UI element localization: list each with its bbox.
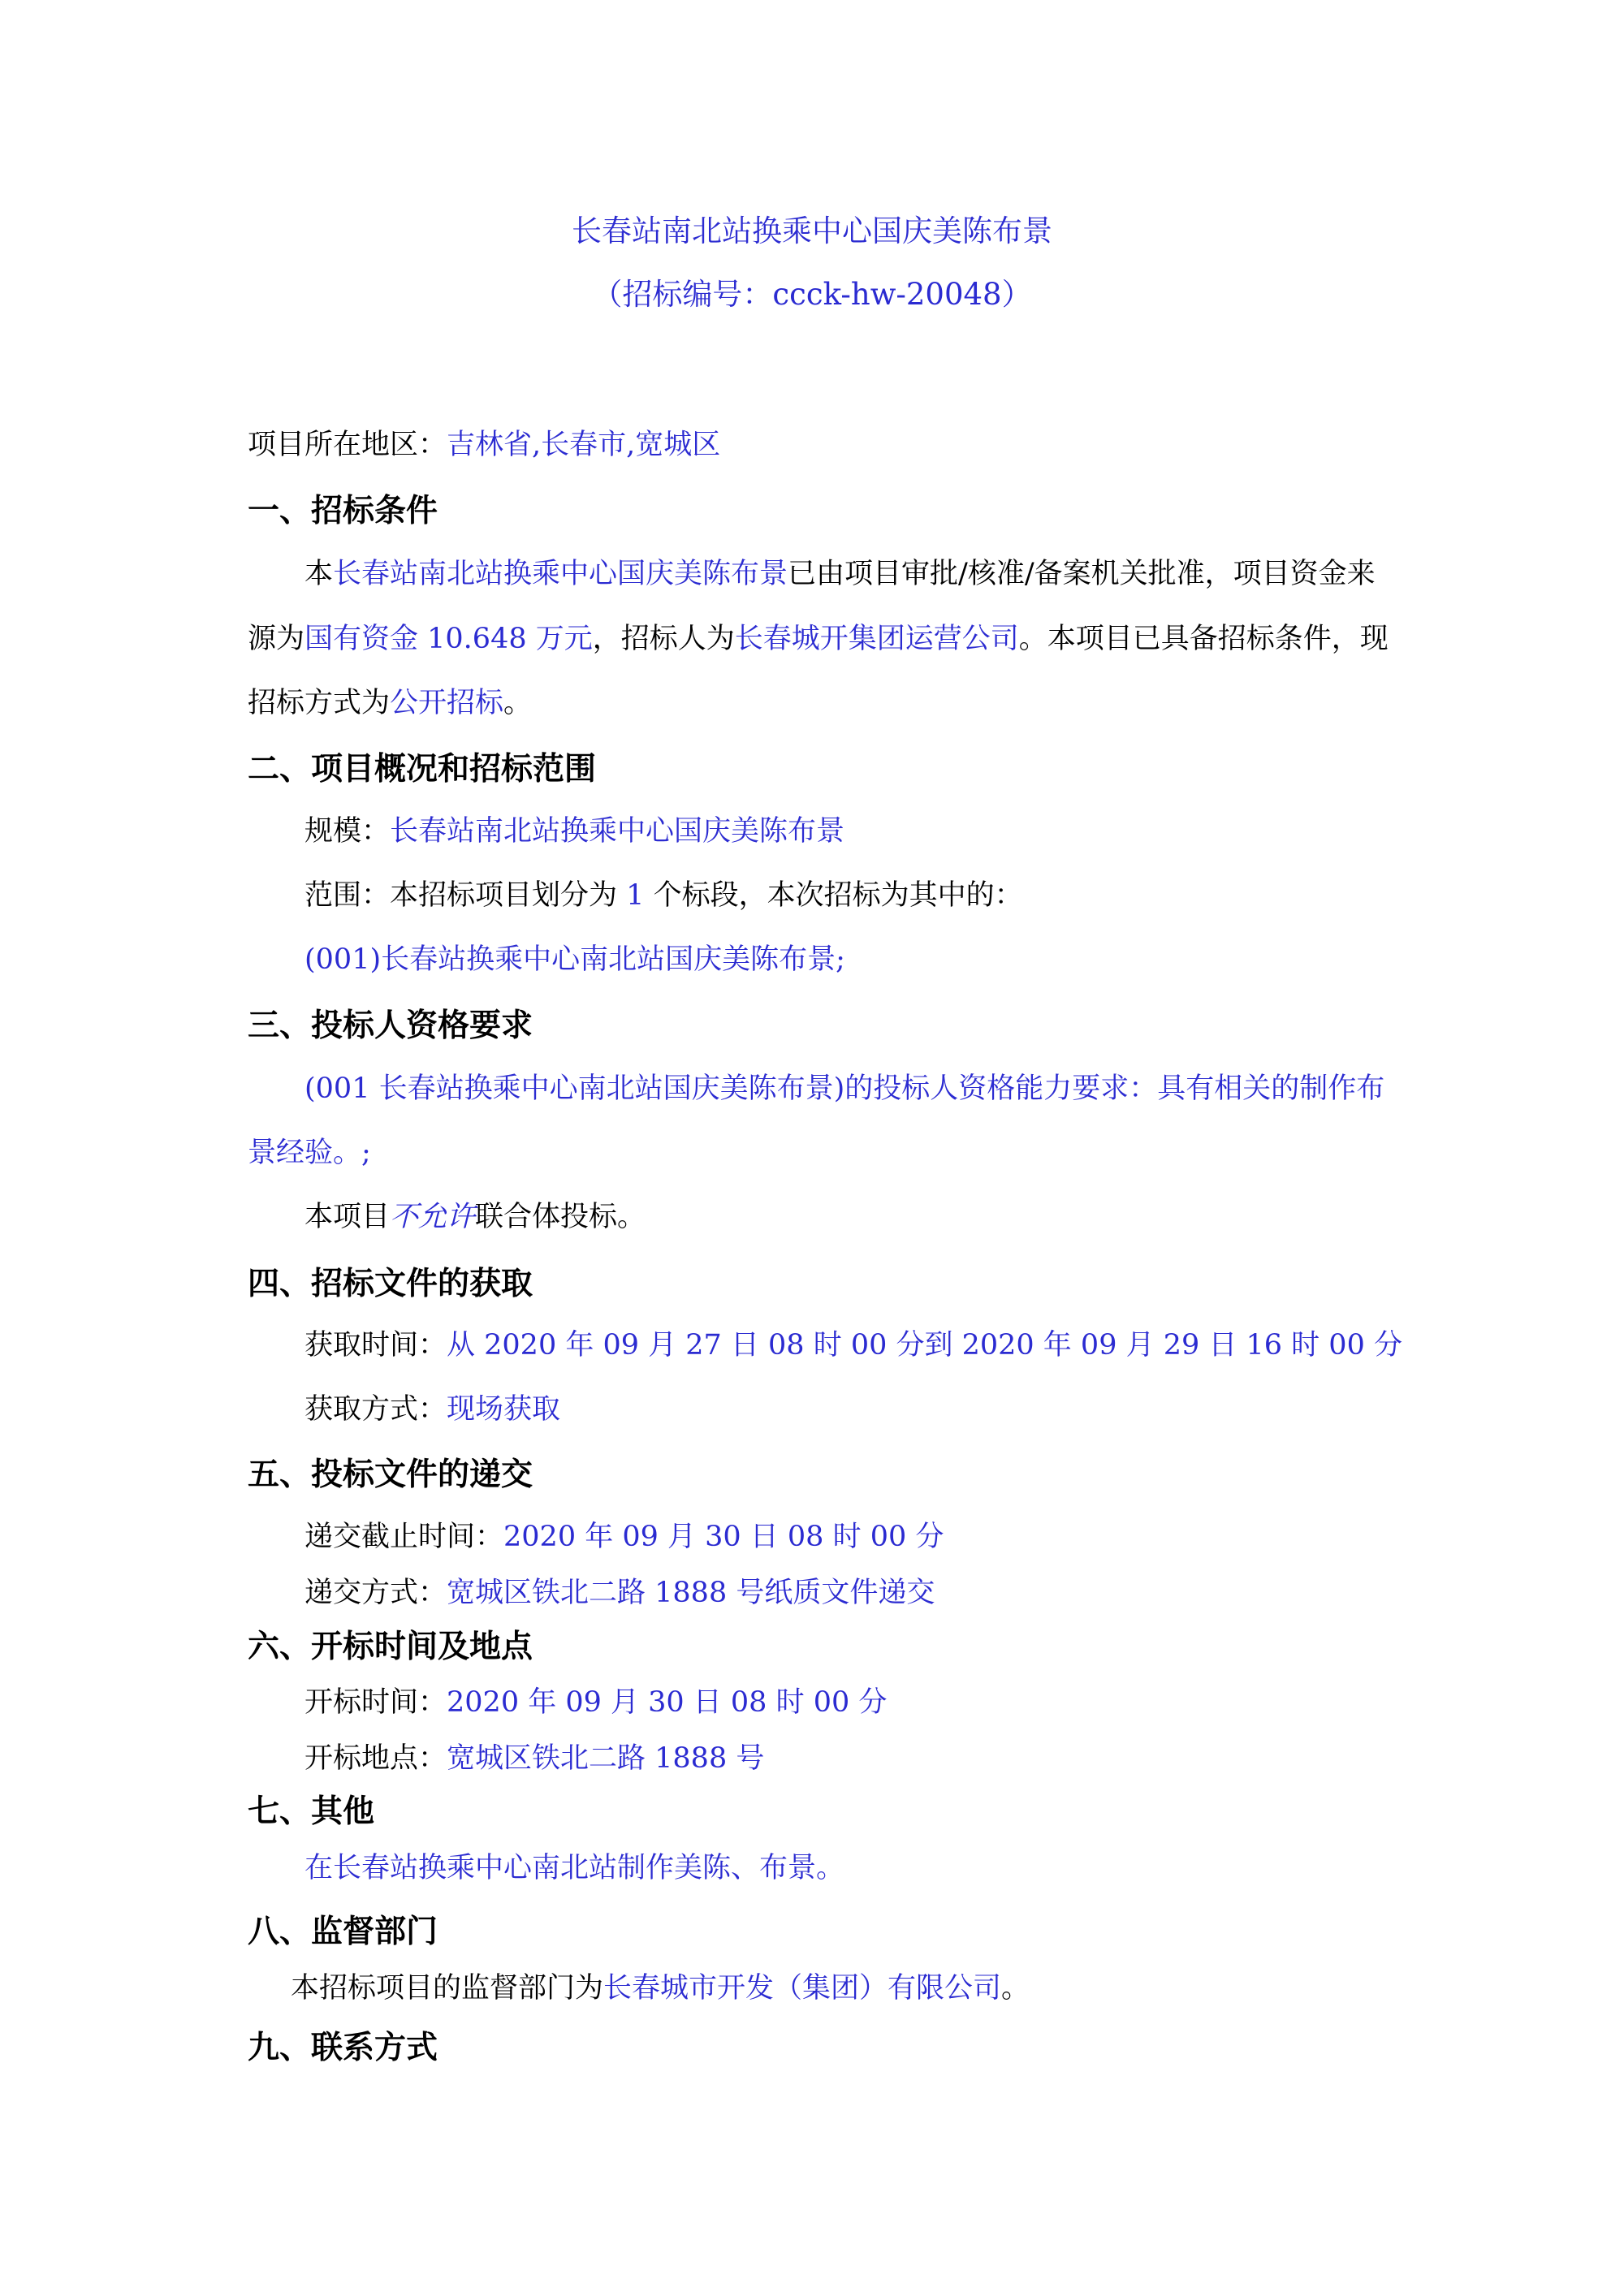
s4-time: [304, 1331, 1402, 1360]
section-heading-9: 九、联系方式: [248, 2030, 438, 2066]
s5-method: [304, 1579, 935, 1608]
submit-method-value: 宽城区铁北二路 1888 号纸质文件递交: [447, 1577, 935, 1609]
scope-text: 个标段，本次招标为其中的：: [653, 879, 1023, 912]
region-value: 吉林省,长春市,宽城区: [447, 429, 721, 461]
obtain-time-value: 从 2020 年 09 月 27 日 08 时 00 分到 2020 年 09 月 29 日 16 时 00 分: [447, 1329, 1402, 1362]
tender-number: （招标编号：ccck-hw-20048）: [592, 277, 1032, 312]
joint-value: 不允许: [390, 1201, 476, 1233]
deadline-label: 递交截止时间：: [304, 1521, 504, 1553]
s5-deadline: [304, 1523, 944, 1552]
obtain-time-label: 获取时间：: [304, 1329, 447, 1362]
s3-joint-bid: [304, 1203, 646, 1232]
submit-method-label: 递交方式：: [304, 1577, 447, 1609]
s1-line-2: [248, 625, 1389, 654]
s2-scale: [304, 815, 845, 848]
s2-scope: [304, 879, 1023, 912]
s8-text: [291, 1974, 1030, 2003]
s3-qualification-1: (001 长春站换乘中心南北站国庆美陈布景)的投标人资格能力要求：具有相关的制作布: [304, 1072, 1385, 1105]
s1-project-name: 长春站南北站换乘中心国庆美陈布景: [333, 558, 788, 590]
s1-fund-source: 国有资金 10.648 万元: [304, 623, 593, 655]
supervision-text: 。: [1001, 1972, 1030, 2005]
scope-count: 1: [626, 879, 645, 912]
s1-line-3: [248, 689, 532, 718]
section-heading-1: 一、招标条件: [248, 493, 438, 529]
joint-text: 本项目: [304, 1201, 391, 1233]
section-heading-6: 六、开标时间及地点: [248, 1629, 533, 1665]
s4-method: [304, 1393, 561, 1426]
scope-text: 范围：本招标项目划分为: [304, 879, 618, 912]
s3-qualification-2: 景经验。;: [248, 1137, 371, 1169]
scale-label: 规模：: [304, 815, 391, 848]
s6-place: [304, 1742, 765, 1775]
s1-text: 本: [304, 558, 334, 590]
document-title: 长春站南北站换乘中心国庆美陈布景: [572, 214, 1052, 248]
s1-text: 已由项目审批/核准/备案机关批准，项目资金来: [788, 558, 1376, 590]
obtain-method-label: 获取方式：: [304, 1393, 447, 1426]
opening-place-label: 开标地点：: [304, 1742, 447, 1775]
s1-text: 招标方式为: [248, 687, 391, 719]
s1-line-1: [304, 560, 1376, 589]
s1-text: 。: [503, 687, 533, 719]
supervision-org: 长春城市开发（集团）有限公司: [603, 1972, 1002, 2005]
section-heading-5: 五、投标文件的递交: [248, 1457, 533, 1493]
s1-text: 源为: [248, 623, 305, 655]
s6-time: [304, 1686, 888, 1719]
joint-text: 联合体投标。: [475, 1201, 646, 1233]
section-heading-2: 二、项目概况和招标范围: [248, 751, 597, 788]
project-region: [248, 431, 720, 460]
s1-text: 。本项目已具备招标条件，现: [1018, 623, 1389, 655]
s1-tender-method: 公开招标: [390, 687, 504, 719]
section-heading-4: 四、招标文件的获取: [248, 1266, 533, 1302]
opening-time-label: 开标时间：: [304, 1686, 447, 1719]
region-label: 项目所在地区：: [248, 429, 447, 461]
s1-text: ，招标人为: [592, 623, 735, 655]
s1-tenderer: 长春城开集团运营公司: [734, 623, 1019, 655]
scale-value: 长春站南北站换乘中心国庆美陈布景: [390, 815, 845, 848]
deadline-value: 2020 年 09 月 30 日 08 时 00 分: [503, 1521, 944, 1553]
s2-lot: (001)长春站换乘中心南北站国庆美陈布景;: [304, 943, 845, 976]
opening-time-value: 2020 年 09 月 30 日 08 时 00 分: [447, 1686, 888, 1719]
s7-text: 在长春站换乘中心南北站制作美陈、布景。: [304, 1852, 845, 1884]
opening-place-value: 宽城区铁北二路 1888 号: [447, 1742, 765, 1775]
obtain-method-value: 现场获取: [447, 1393, 561, 1426]
section-heading-3: 三、投标人资格要求: [248, 1008, 533, 1044]
section-heading-7: 七、其他: [248, 1793, 375, 1830]
supervision-text: 本招标项目的监督部门为: [291, 1972, 604, 2005]
section-heading-8: 八、监督部门: [248, 1914, 438, 1950]
